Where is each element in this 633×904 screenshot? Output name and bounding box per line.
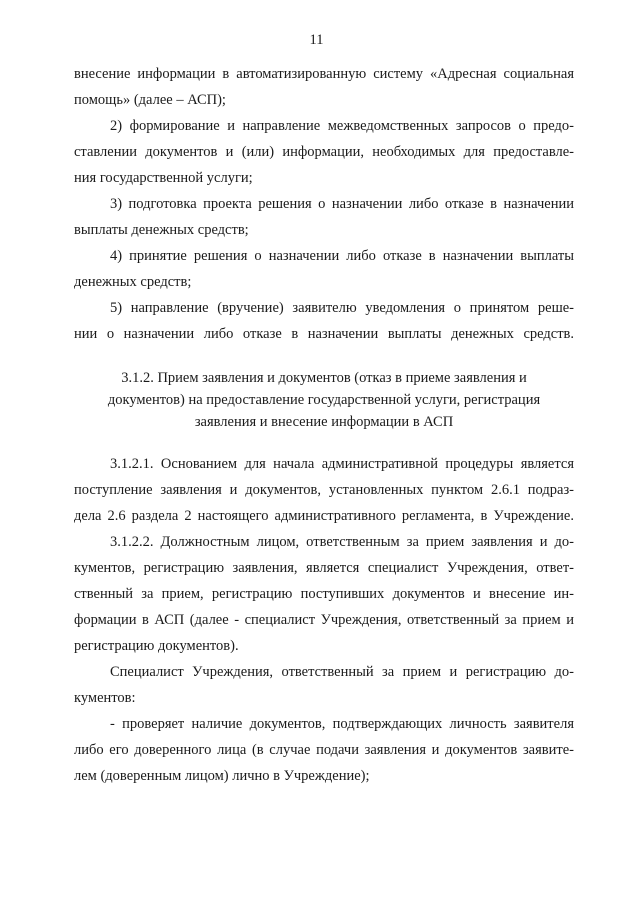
list-item-line: 2) формирование и направление межведомственных запросов о предо- <box>110 118 574 134</box>
section-heading-line: заявления и внесение информации в АСП <box>194 414 454 430</box>
section-heading-line: 3.1.2. Прием заявления и документов (отказ в приеме заявления и <box>121 370 527 386</box>
section-heading-line: документов) на предоставление государственной услуги, регистрация <box>107 392 541 408</box>
list-item-line: 3) подготовка проекта решения о назначении либо отказе в назначении <box>110 196 574 212</box>
list-item-line: денежных средств; <box>74 274 192 290</box>
body-line: 3.1.2.2. Должностным лицом, ответственным за прием заявления и до- <box>110 534 574 550</box>
paragraph-line: внесение информации в автоматизированную систему «Адресная социальная <box>74 66 574 82</box>
body-line: поступление заявления и документов, установленных пунктом 2.6.1 подраз- <box>74 482 574 498</box>
paragraph-line: помощь» (далее – АСП); <box>74 92 226 108</box>
list-item-line: 4) принятие решения о назначении либо отказе в назначении выплаты <box>110 248 574 264</box>
body-line: - проверяет наличие документов, подтверждающих личность заявителя <box>110 716 574 732</box>
list-item-line: 5) направление (вручение) заявителю уведомления о принятом реше- <box>110 300 574 316</box>
body-line: 3.1.2.1. Основанием для начала административной процедуры является <box>110 456 574 472</box>
list-item-line: ния государственной услуги; <box>74 170 253 186</box>
body-line: ственный за прием, регистрацию поступивших документов и внесение ин- <box>74 586 574 602</box>
body-line: дела 2.6 раздела 2 настоящего административного регламента, в Учреждение. <box>74 508 574 524</box>
body-line: кументов, регистрацию заявления, является специалист Учреждения, ответ- <box>74 560 574 576</box>
body-line: Специалист Учреждения, ответственный за прием и регистрацию до- <box>110 664 574 680</box>
list-item-line: нии о назначении либо отказе в назначении выплаты денежных средств. <box>74 326 574 342</box>
list-item-line: выплаты денежных средств; <box>74 222 249 238</box>
body-line: формации в АСП (далее - специалист Учреждения, ответственный за прием и <box>74 612 574 628</box>
list-item-line: ставлении документов и (или) информации, необходимых для предоставле- <box>74 144 574 160</box>
body-line: лем (доверенным лицом) лично в Учреждение); <box>74 768 370 784</box>
body-line: либо его доверенного лица (в случае подачи заявления и документов заявите- <box>74 742 574 758</box>
body-line: регистрацию документов). <box>74 638 239 654</box>
body-line: кументов: <box>74 690 136 706</box>
page-number: 11 <box>309 32 324 48</box>
